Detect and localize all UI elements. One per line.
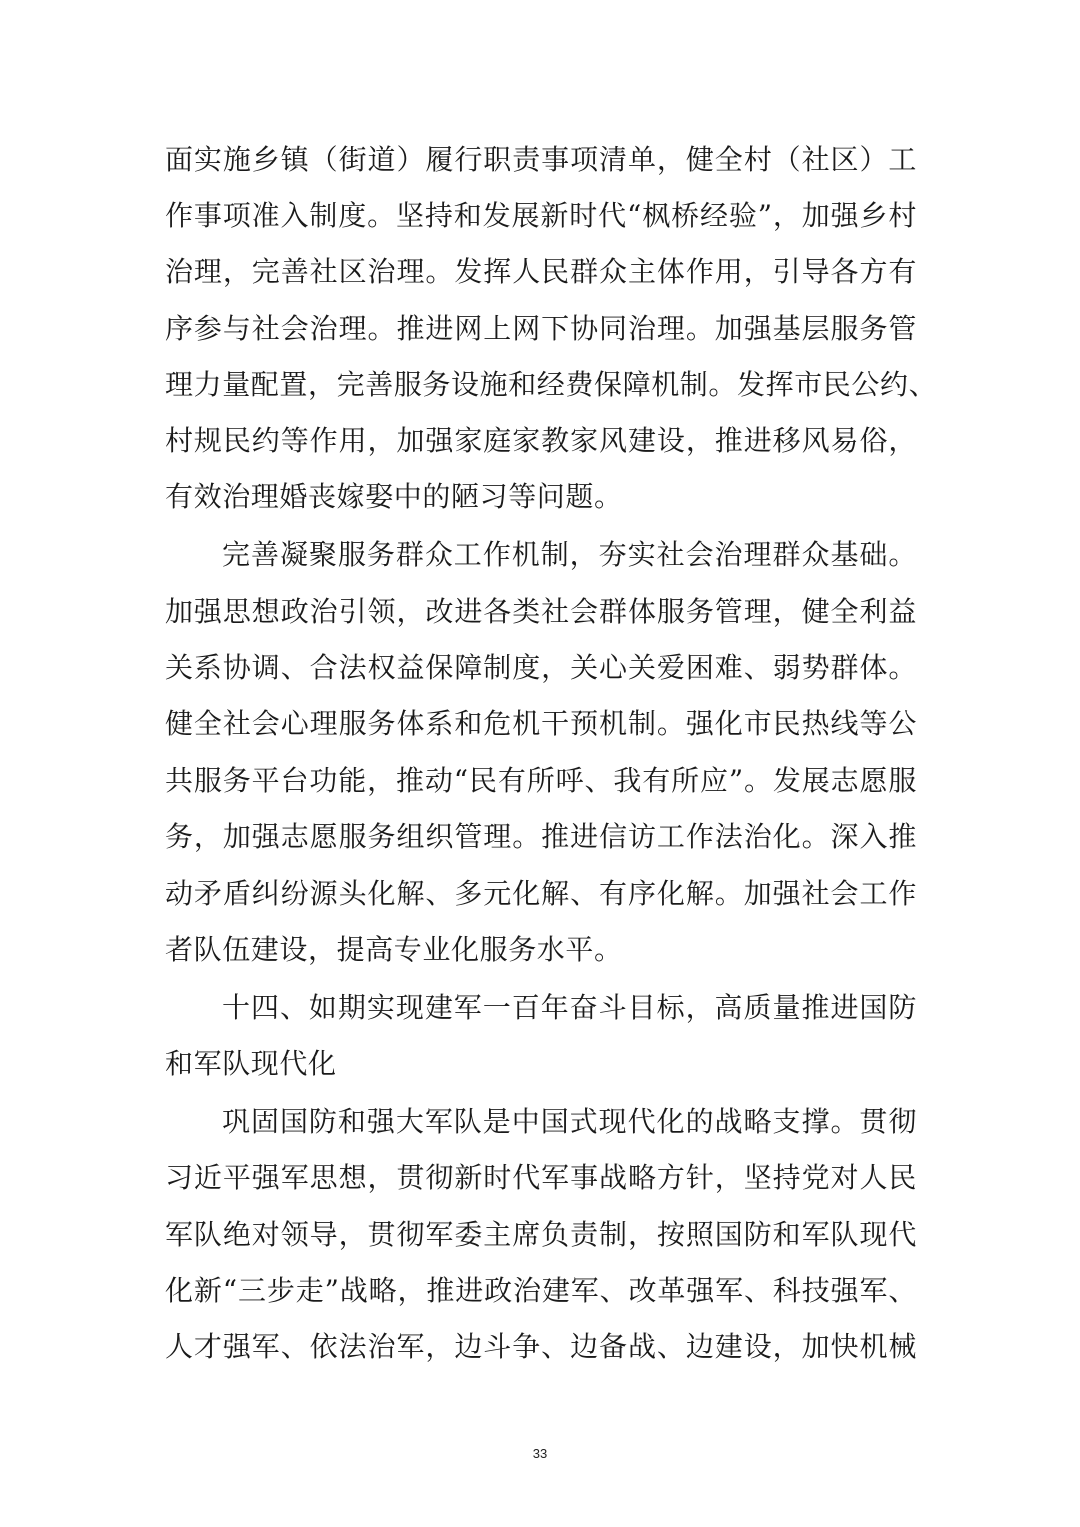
text-line: 治理，完善社区治理。发挥人民群众主体作用，引导各方有 <box>165 255 917 288</box>
text-line: 理力量配置，完善服务设施和经费保障机制。发挥市民公约、 <box>165 368 938 401</box>
text-line: 化新“三步走”战略，推进政治建军、改革强军、科技强军、 <box>165 1274 917 1307</box>
text-line: 共服务平台功能，推动“民有所呼、我有所应”。发展志愿服 <box>165 764 917 797</box>
heading-line: 十四、如期实现建军一百年奋斗目标，高质量推进国防 <box>222 991 917 1024</box>
text-line: 加强思想政治引领，改进各类社会群体服务管理，健全利益 <box>165 595 917 628</box>
text-line: 有效治理婚丧嫁娶中的陋习等问题。 <box>165 480 623 513</box>
text-line: 村规民约等作用，加强家庭家教家风建设，推进移风易俗， <box>165 424 917 457</box>
text-line: 面实施乡镇（街道）履行职责事项清单，健全村（社区）工 <box>165 143 917 176</box>
text-line: 务，加强志愿服务组织管理。推进信访工作法治化。深入推 <box>165 820 917 853</box>
text-line: 健全社会心理服务体系和危机干预机制。强化市民热线等公 <box>165 707 917 740</box>
page-number: 33 <box>532 1446 548 1461</box>
text-line: 军队绝对领导，贯彻军委主席负责制，按照国防和军队现代 <box>165 1218 917 1251</box>
text-line: 习近平强军思想，贯彻新时代军事战略方针，坚持党对人民 <box>165 1161 917 1194</box>
text-line: 序参与社会治理。推进网上网下协同治理。加强基层服务管 <box>165 312 917 345</box>
text-line: 作事项准入制度。坚持和发展新时代“枫桥经验”，加强乡村 <box>165 199 917 232</box>
text-line: 巩固国防和强大军队是中国式现代化的战略支撑。贯彻 <box>222 1105 917 1138</box>
text-line: 者队伍建设，提高专业化服务水平。 <box>165 933 623 966</box>
heading-line: 和军队现代化 <box>165 1047 337 1080</box>
text-line: 人才强军、依法治军，边斗争、边备战、边建设，加快机械 <box>165 1330 917 1363</box>
text-line: 完善凝聚服务群众工作机制，夯实社会治理群众基础。 <box>222 538 917 571</box>
text-line: 动矛盾纠纷源头化解、多元化解、有序化解。加强社会工作 <box>165 877 917 910</box>
text-line: 关系协调、合法权益保障制度，关心关爱困难、弱势群体。 <box>165 651 917 684</box>
